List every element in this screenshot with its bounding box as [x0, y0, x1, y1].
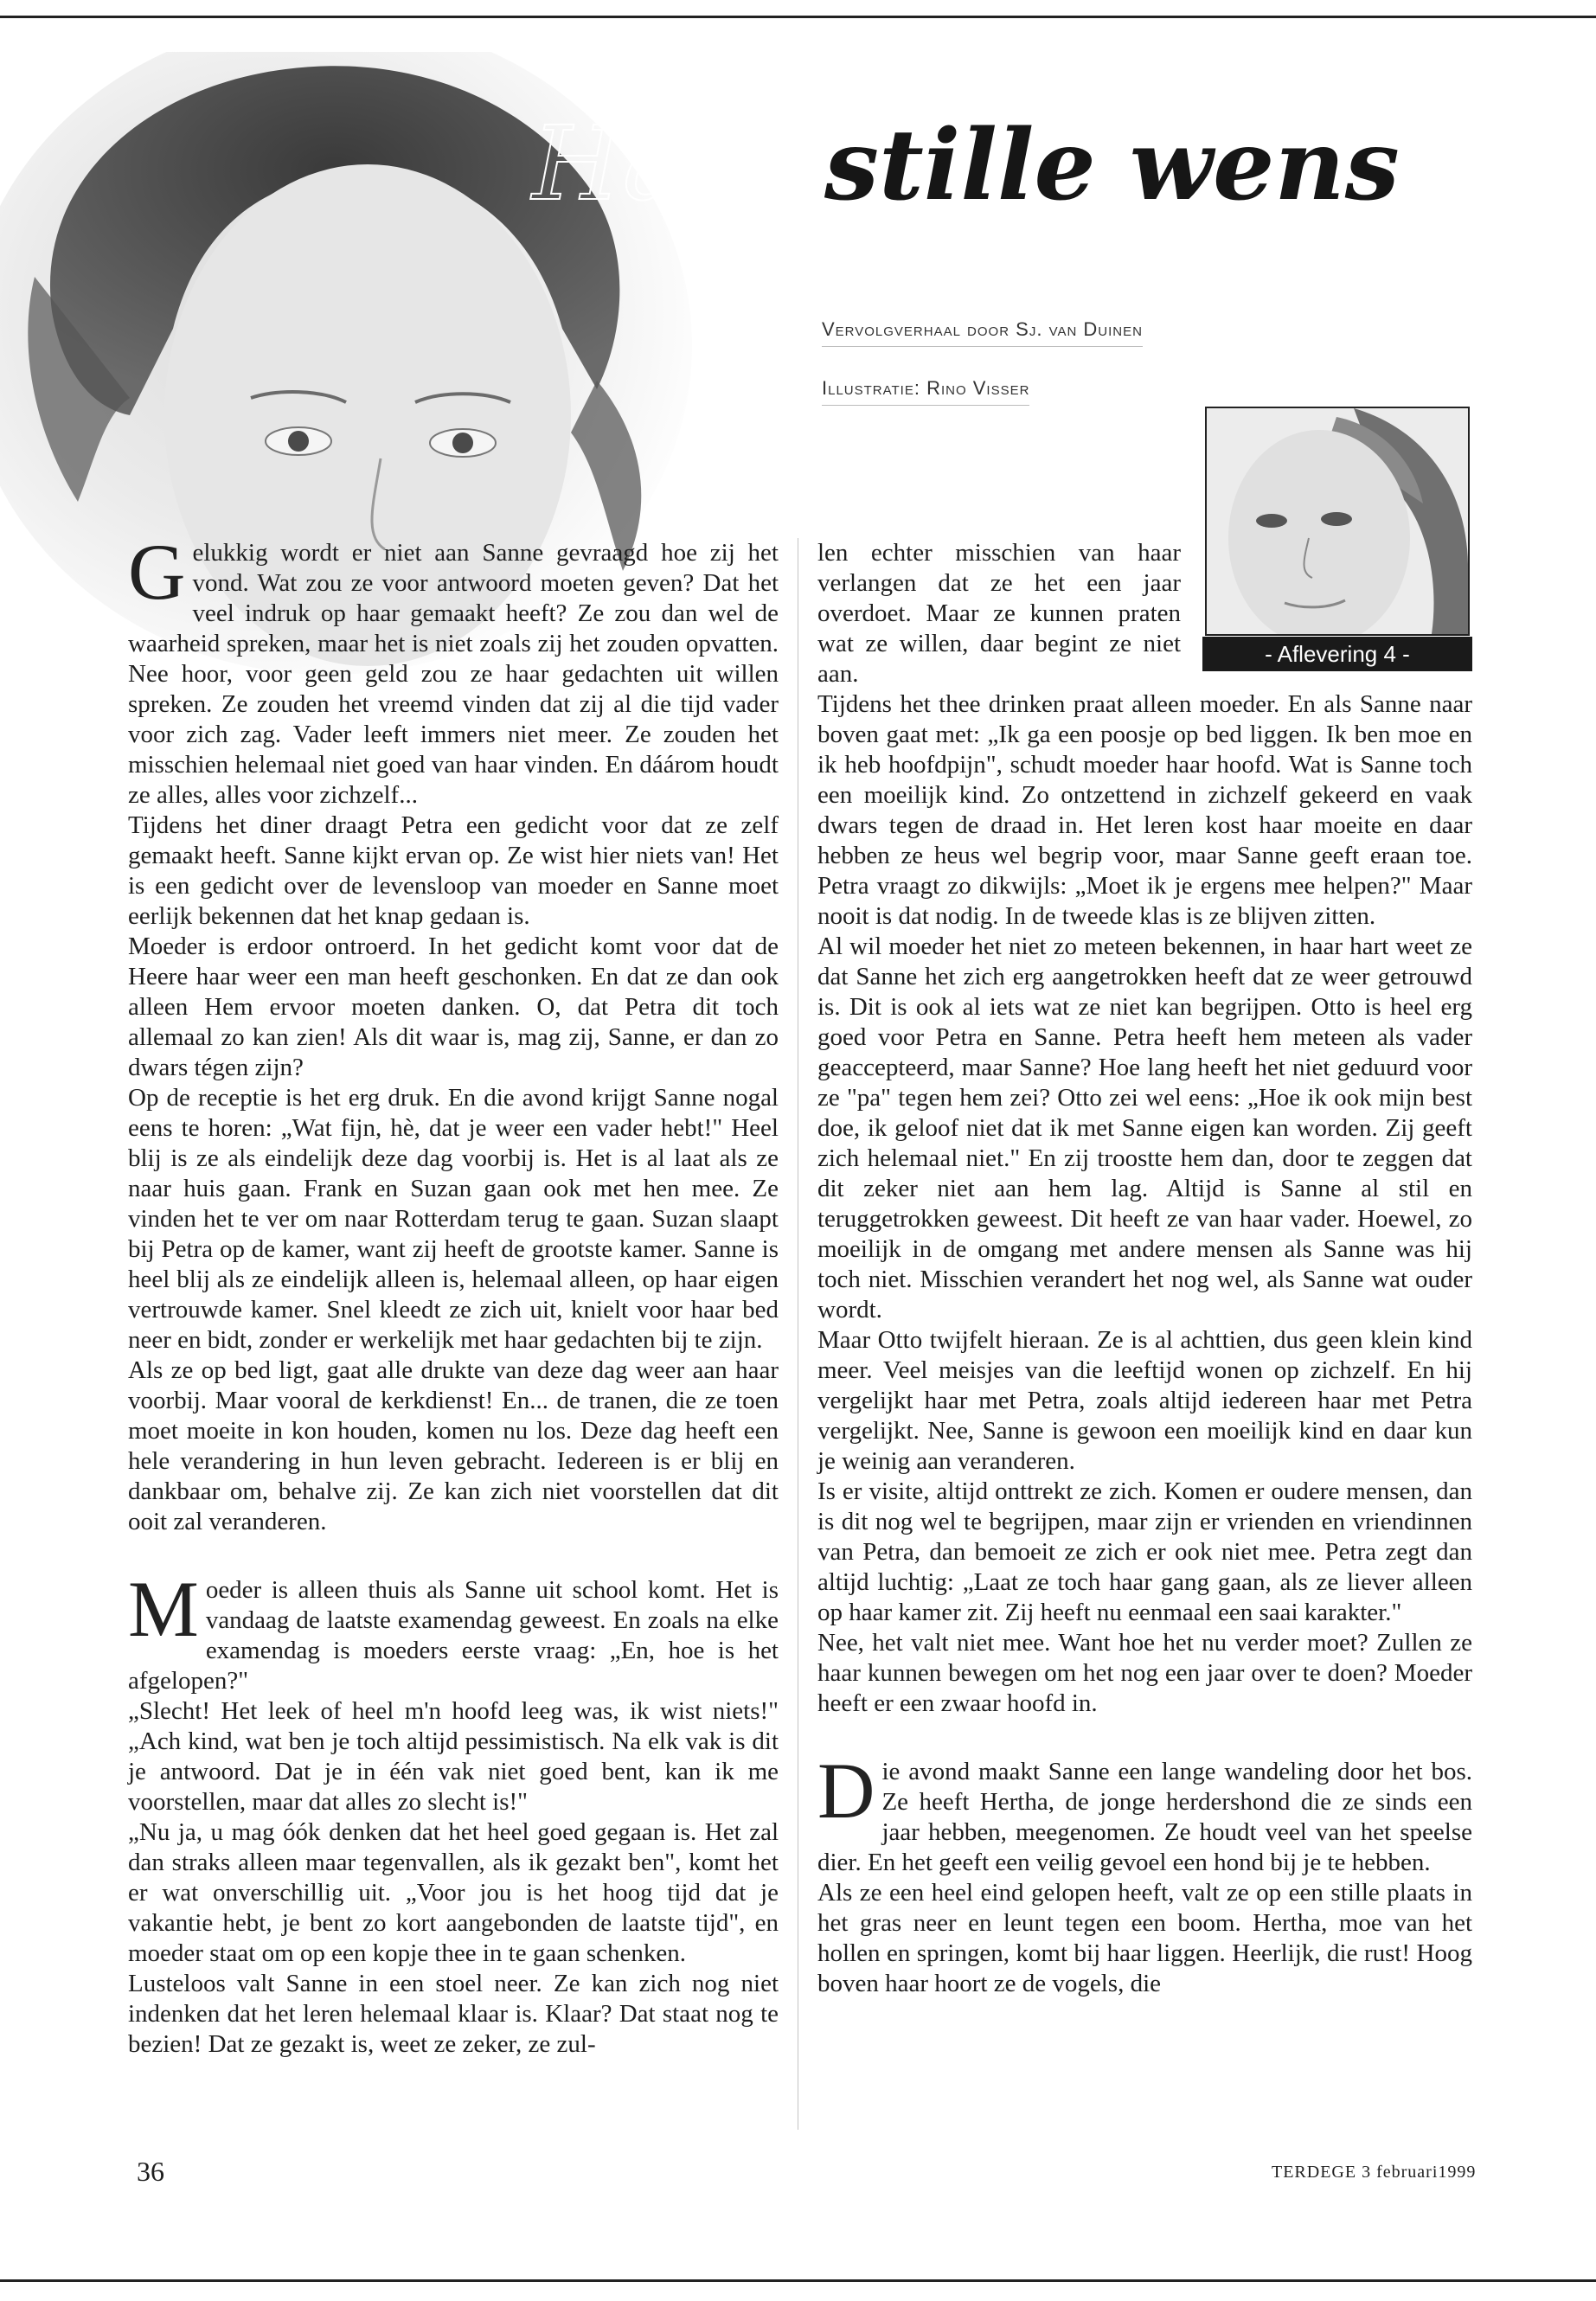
paragraph: Als ze op bed ligt, gaat alle drukte van deze dag weer aan haar voorbij. Maar vooral de kerkdienst! En... de tranen, die ze toen moet moeite in kon houden, komen nu los. Deze dag heeft een hele verandering in hun leven gebracht. Iedereen is er blij en dankbaar om, behalve zij. Ze kan zich niet voorstellen dat dit ooit zal veranderen.	[128, 1356, 779, 1535]
paragraph: „Nu ja, u mag óók denken dat het heel goed gegaan is. Het zal dan straks alleen maar tegenvallen, als ik gezakt ben", komt het er wat onverschillig uit. „Voor jou is het hoog tijd dat je vakantie hebt, je bent zo kort aangebonden de laatste tijd", en moeder staat om op een kopje thee in te gaan schenken.	[128, 1818, 779, 1967]
paragraph: Maar Otto twijfelt hieraan. Ze is al achttien, dus geen klein kind meer. Veel meisjes van die leeftijd wonen op zichzelf. En hij vergelijkt haar met Petra, zoals altijd iedereen haar met Petra vergelijkt. Nee, Sanne is gewoon een moeilijk kind en daar kun je weinig aan veranderen.	[817, 1326, 1472, 1475]
paragraph: „Slecht! Het leek of heel m'n hoofd leeg was, ik wist niets!" „Ach kind, wat ben je toch altijd pessimistisch. Na elk vak is dit je antwoord. Dat je in één vak niet goed bent, kan ik me voorstellen, maar dat alles zo slecht is!"	[128, 1697, 779, 1816]
paragraph-text: oeder is alleen thuis als Sanne uit school komt. Het is vandaag de laatste examendag geweest. En zoals na elke examendag is moeders eerste vraag: „En, hoe is het afgelopen?"	[128, 1576, 779, 1695]
paragraph: Op de receptie is het erg druk. En die avond krijgt Sanne nogal eens te horen: „Wat fijn, hè, dat je weer een vader hebt!" Heel blij is ze als eindelijk deze dag voorbij is. Het is al laat als ze naar huis gaan. Frank en Suzan gaan ook met hen mee. Ze vinden het te ver om naar Rotterdam terug te gaan. Suzan slaapt bij Petra op de kamer, want zij heeft de grootste kamer. Sanne is heel blij als ze eindelijk alleen is, helemaal alleen, op haar eigen vertrouwde kamer. Snel kleedt ze zich uit, knielt voor haar bed neer en bidt, zonder er werkelijk met haar gedachten bij te zijn.	[128, 1084, 779, 1354]
paragraph-text: elukkig wordt er niet aan Sanne gevraagd hoe zij het vond. Wat zou ze voor antwoord moeten geven? Dat het veel indruk op haar gemaakt heeft? Ze zou dan wel de waarheid spreken, maar het is niet zoals zij het zouden opvatten. Nee hoor, voor geen geld zou ze haar gedachten uit willen spreken. Ze zouden het vreemd vinden dat zij al die tijd vader voor zich zag. Vader leeft immers niet meer. Ze zouden het misschien helemaal niet goed van haar vinden. En dáárom houdt ze alles, alles voor zichzelf...	[128, 539, 779, 809]
paragraph: Nee, het valt niet mee. Want hoe het nu verder moet? Zullen ze haar kunnen bewegen om het nog een jaar over te doen? Moeder heeft er een zwaar hoofd in.	[817, 1629, 1472, 1717]
paragraph: Tijdens het diner draagt Petra een gedicht voor dat ze zelf gemaakt heeft. Sanne kijkt ervan op. Ze wist hier niets van! Het is een gedicht over de levensloop van moeder en Sanne moet eerlijk bekennen dat het knap gedaan is.	[128, 811, 779, 930]
left-column	[128, 528, 779, 2060]
article-title	[532, 104, 1570, 242]
episode-label: - Aflevering 4 -	[1202, 637, 1472, 671]
paragraph	[128, 528, 779, 811]
paragraph: Tijdens het thee drinken praat alleen moeder. En als Sanne naar boven gaat met: „Ik ga een poosje op bed liggen. Ik ben moe en ik heb hoofdpijn", schudt moeder haar hoofd. Wat is Sanne toch een moeilijk kind. Zo ontzettend in zichzelf gekeerd en vaak dwars tegen de draad in. Het leren kost haar moeite en daar hebben ze heus wel begrip voor, maar Sanne geeft eraan toe. Petra vraagt zo dikwijls: „Moet ik je ergens mee helpen?" Maar nooit is dat nodig. In de tweede klas is ze blijven zitten.	[817, 690, 1472, 930]
paragraph: Is er visite, altijd onttrekt ze zich. Komen er oudere mensen, dan is dit nog wel te begrijpen, maar zijn er vrienden en vriendinnen van Petra, dan bemoeit ze zich er ook niet mee. Petra zegt dan altijd luchtig: „Laat ze toch haar gang gaan, als ze liever alleen op haar kamer zit. Zij heeft nu eenmaal een saai karakter."	[817, 1477, 1472, 1626]
paragraph	[817, 1747, 1472, 1878]
section-gap	[817, 1719, 1472, 1757]
paragraph-text: ie avond maakt Sanne een lange wandeling door het bos. Ze heeft Hertha, de jonge herdershond die ze sinds een jaar hebben, meegenomen. Ze houdt veel van het speelse dier. En het geeft een veilig gevoel een hond bij je te hebben.	[817, 1758, 1472, 1876]
right-column	[817, 538, 1472, 1999]
author-credit: Vervolgverhaal door Sj. van Duinen	[822, 318, 1143, 347]
drop-cap: D	[817, 1747, 875, 1835]
paragraph: Moeder is erdoor ontroerd. In het gedicht komt voor dat de Heere haar weer een man heeft geschonken. En dat ze dan ook alleen Hem ervoor moeten danken. O, dat Petra dit toch allemaal zo kan zien! Als dit waar is, mag zij, Sanne, er dan zo dwars tégen zijn?	[128, 933, 779, 1081]
publication-footer: TERDEGE 3 februari1999	[1272, 2163, 1477, 2182]
title-main: stille wens	[824, 109, 1400, 222]
page-number: 36	[137, 2156, 164, 2187]
title-outline-word: Haar	[532, 104, 799, 223]
paragraph: Lusteloos valt Sanne in een stoel neer. Ze kan zich nog niet indenken dat het leren helemaal klaar is. Klaar? Dat staat nog te bezien! Dat ze gezakt is, weet ze zeker, ze zul-	[128, 1970, 779, 2058]
paragraph: Al wil moeder het niet zo meteen bekennen, in haar hart weet ze dat Sanne het zich erg aangetrokken heeft dat ze weer getrouwd is. Dit is ook al iets wat ze niet kan begrijpen. Otto is heel erg goed voor Petra en Sanne. Petra heeft hem meteen als vader geaccepteerd, maar Sanne? Hoe lang heeft het niet geduurd voor ze "pa" tegen hem zei? Otto zei wel eens: „Hoe ik ook mijn best doe, ik geloof niet dat ik met Sanne eigen kan worden. Zij geeft zich helemaal niet." En zij troostte hem dan, door te zeggen dat dit zeker niet aan hem lag. Altijd is Sanne al stil en teruggetrokken geweest. Dit heeft ze van haar vader. Hoewel, zo moeilijk in de omgang met andere mensen als Sanne was hij toch niet. Misschien verandert het nog wel, als Sanne wat ouder wordt.	[817, 933, 1472, 1324]
paragraph	[128, 1565, 779, 1696]
illustrator-credit: Illustratie: Rino Visser	[822, 377, 1029, 406]
drop-cap: G	[128, 528, 186, 616]
paragraph: len echter misschien van haar verlangen dat ze het een jaar overdoet. Maar ze kunnen praten wat ze willen, daar begint ze niet aan.	[817, 539, 1181, 688]
section-gap	[128, 1537, 779, 1575]
drop-cap: M	[128, 1565, 199, 1653]
paragraph: Als ze een heel eind gelopen heeft, valt ze op een stille plaats in het gras neer en leunt tegen een boom. Hertha, moe van het hollen en springen, komt bij haar liggen. Heerlijk, die rust! Hoog boven haar hoort ze de vogels, die	[817, 1879, 1472, 1997]
